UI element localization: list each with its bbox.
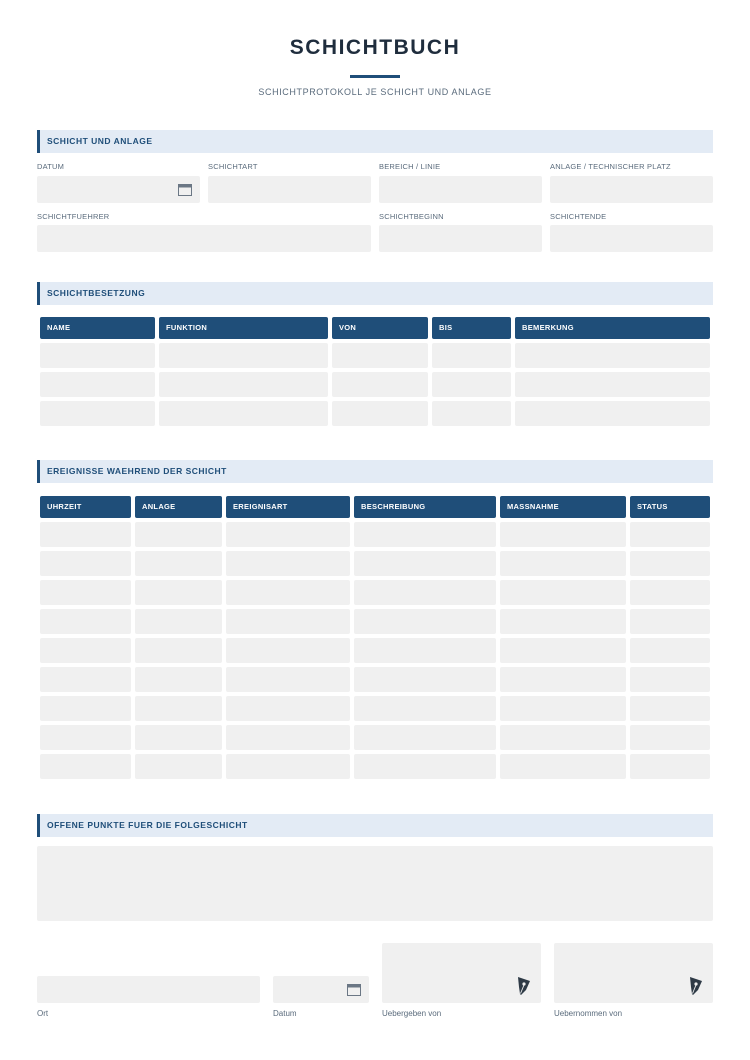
anlage-technischer-platz-field[interactable] (550, 176, 713, 203)
table-cell[interactable] (226, 754, 350, 779)
table-cell[interactable] (630, 667, 710, 692)
column-header-bis: BIS (432, 317, 511, 339)
table-cell[interactable] (40, 343, 155, 368)
table-cell[interactable] (135, 696, 222, 721)
column-header-status: STATUS (630, 496, 710, 518)
table-cell[interactable] (354, 667, 496, 692)
section-header-offene-punkte: OFFENE PUNKTE FUER DIE FOLGESCHICHT (37, 814, 713, 837)
table-cell[interactable] (40, 667, 131, 692)
table-cell[interactable] (354, 522, 496, 547)
label-schichtart: SCHICHTART (208, 162, 258, 171)
ereignisse-table (40, 496, 710, 783)
calendar-icon[interactable] (178, 184, 192, 196)
table-cell[interactable] (354, 725, 496, 750)
table-cell[interactable] (630, 696, 710, 721)
table-cell[interactable] (40, 725, 131, 750)
table-cell[interactable] (432, 372, 511, 397)
label-bereich-linie: BEREICH / LINIE (379, 162, 441, 171)
table-cell[interactable] (630, 580, 710, 605)
table-row (40, 522, 710, 547)
table-row (40, 343, 710, 368)
section-header-schicht-und-anlage: SCHICHT UND ANLAGE (37, 130, 713, 153)
table-cell[interactable] (630, 551, 710, 576)
table-cell[interactable] (500, 696, 626, 721)
table-cell[interactable] (630, 754, 710, 779)
table-cell[interactable] (226, 609, 350, 634)
table-cell[interactable] (226, 638, 350, 663)
table-cell[interactable] (630, 638, 710, 663)
table-row (40, 754, 710, 779)
column-header-beschreibung: BESCHREIBUNG (354, 496, 496, 518)
table-cell[interactable] (135, 638, 222, 663)
table-cell[interactable] (354, 551, 496, 576)
section-header-schichtbesetzung: SCHICHTBESETZUNG (37, 282, 713, 305)
table-cell[interactable] (500, 725, 626, 750)
table-row (40, 696, 710, 721)
label-uebernommen-von: Uebernommen von (554, 1009, 623, 1018)
uebernommen-signature-box[interactable] (554, 943, 713, 1003)
label-schichtende: SCHICHTENDE (550, 212, 607, 221)
table-cell[interactable] (159, 372, 328, 397)
column-header-von: VON (332, 317, 428, 339)
table-cell[interactable] (40, 754, 131, 779)
table-cell[interactable] (135, 609, 222, 634)
table-cell[interactable] (500, 580, 626, 605)
table-cell[interactable] (630, 522, 710, 547)
table-cell[interactable] (354, 638, 496, 663)
table-cell[interactable] (500, 551, 626, 576)
table-cell[interactable] (515, 372, 710, 397)
table-cell[interactable] (159, 343, 328, 368)
table-cell[interactable] (135, 551, 222, 576)
table-cell[interactable] (40, 696, 131, 721)
table-header-row (40, 317, 710, 339)
table-cell[interactable] (40, 609, 131, 634)
table-cell[interactable] (40, 551, 131, 576)
table-cell[interactable] (332, 401, 428, 426)
table-cell[interactable] (332, 343, 428, 368)
uebergeben-signature-box[interactable] (382, 943, 541, 1003)
table-cell[interactable] (332, 372, 428, 397)
label-datum: DATUM (37, 162, 65, 171)
table-cell[interactable] (40, 580, 131, 605)
label-schichtfuehrer: SCHICHTFUEHRER (37, 212, 110, 221)
table-cell[interactable] (354, 696, 496, 721)
table-cell[interactable] (159, 401, 328, 426)
bereich-linie-field[interactable] (379, 176, 542, 203)
column-header-uhrzeit: UHRZEIT (40, 496, 131, 518)
table-row (40, 372, 710, 397)
schichtbesetzung-table (40, 317, 710, 430)
page-title: SCHICHTBUCH (289, 36, 461, 59)
table-header-row (40, 496, 710, 518)
table-cell[interactable] (354, 754, 496, 779)
section-header-ereignisse: EREIGNISSE WAEHREND DER SCHICHT (37, 460, 713, 483)
label-uebergeben-von: Uebergeben von (382, 1009, 442, 1018)
label-ort: Ort (37, 1009, 49, 1018)
table-cell[interactable] (40, 401, 155, 426)
table-cell[interactable] (40, 638, 131, 663)
table-row (40, 609, 710, 634)
schichtart-field[interactable] (208, 176, 371, 203)
table-row (40, 551, 710, 576)
column-header-name: NAME (40, 317, 155, 339)
table-cell[interactable] (226, 696, 350, 721)
column-header-bemerkung: BEMERKUNG (515, 317, 710, 339)
table-row (40, 580, 710, 605)
column-header-funktion: FUNKTION (159, 317, 328, 339)
table-row (40, 638, 710, 663)
pen-nib-icon (517, 976, 531, 996)
table-cell[interactable] (226, 667, 350, 692)
table-cell[interactable] (135, 754, 222, 779)
table-row (40, 725, 710, 750)
page-subtitle: SCHICHTPROTOKOLL JE SCHICHT UND ANLAGE (258, 87, 492, 97)
table-cell[interactable] (135, 580, 222, 605)
table-row (40, 667, 710, 692)
table-cell[interactable] (432, 401, 511, 426)
table-cell[interactable] (500, 638, 626, 663)
table-cell[interactable] (226, 725, 350, 750)
table-cell[interactable] (40, 372, 155, 397)
table-cell[interactable] (515, 343, 710, 368)
table-cell[interactable] (135, 667, 222, 692)
schichtfuehrer-field[interactable] (37, 225, 371, 252)
title-underline (350, 75, 400, 78)
table-cell[interactable] (630, 609, 710, 634)
column-header-ereignisart: EREIGNISART (226, 496, 350, 518)
table-cell[interactable] (135, 522, 222, 547)
table-cell[interactable] (500, 609, 626, 634)
label-signature-datum: Datum (273, 1009, 297, 1018)
table-cell[interactable] (500, 754, 626, 779)
label-schichtbeginn: SCHICHTBEGINN (379, 212, 444, 221)
column-header-anlage: ANLAGE (135, 496, 222, 518)
signature-datum-field[interactable] (273, 976, 369, 1003)
table-cell[interactable] (135, 725, 222, 750)
table-cell[interactable] (432, 343, 511, 368)
ort-field[interactable] (37, 976, 260, 1003)
table-cell[interactable] (500, 667, 626, 692)
schichtbeginn-field[interactable] (379, 225, 542, 252)
table-cell[interactable] (500, 522, 626, 547)
table-cell[interactable] (630, 725, 710, 750)
schichtende-field[interactable] (550, 225, 713, 252)
table-cell[interactable] (354, 580, 496, 605)
datum-field[interactable] (37, 176, 200, 203)
column-header-massnahme: MASSNAHME (500, 496, 626, 518)
label-anlage-technischer-platz: ANLAGE / TECHNISCHER PLATZ (550, 162, 671, 171)
table-row (40, 401, 710, 426)
offene-punkte-textarea[interactable] (37, 846, 713, 921)
table-cell[interactable] (354, 609, 496, 634)
table-cell[interactable] (515, 401, 710, 426)
table-cell[interactable] (226, 580, 350, 605)
table-cell[interactable] (40, 522, 131, 547)
table-cell[interactable] (226, 522, 350, 547)
pen-nib-icon (689, 976, 703, 996)
calendar-icon[interactable] (347, 984, 361, 996)
table-cell[interactable] (226, 551, 350, 576)
